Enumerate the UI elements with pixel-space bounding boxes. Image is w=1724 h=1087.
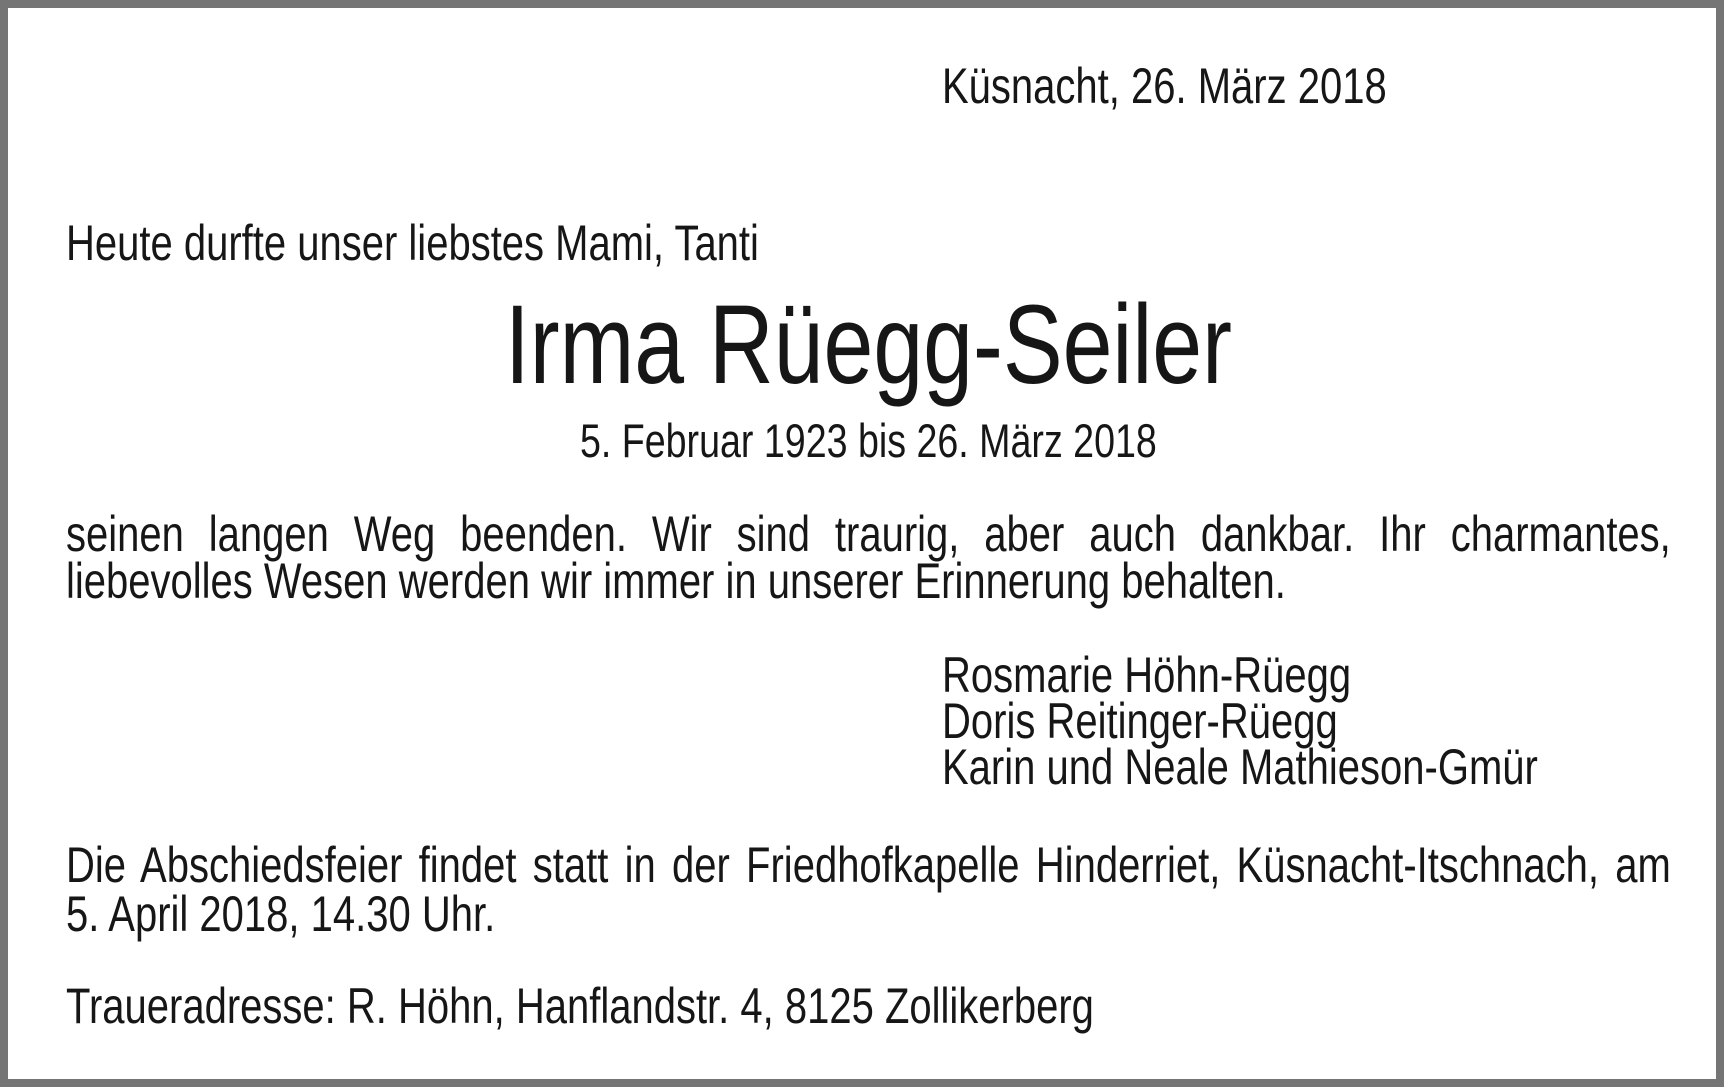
body-paragraph-line-1: seinen langen Weg beenden. Wir sind traurig, aber auch dankbar. Ihr charmantes,	[66, 506, 1671, 562]
body-paragraph	[66, 506, 1671, 609]
intro-line: Heute durfte unser liebstes Mami, Tanti	[66, 215, 759, 271]
mourner-name: Karin und Neale Mathieson-Gmür	[942, 739, 1538, 795]
deceased-name: Irma Rüegg-Seiler	[504, 282, 1232, 407]
dateline: Küsnacht, 26. März 2018	[942, 58, 1387, 114]
life-dates: 5. Februar 1923 bis 26. März 2018	[579, 414, 1157, 467]
farewell-paragraph	[66, 837, 1671, 942]
farewell-paragraph-line-1: Die Abschiedsfeier findet statt in der Friedhofkapelle Hinderriet, Küsnacht-Itschnach, am	[66, 837, 1671, 893]
mourner-name: Doris Reitinger-Rüegg	[942, 693, 1338, 749]
mourner-name: Rosmarie Höhn-Rüegg	[942, 647, 1352, 703]
mourning-address: Traueradresse: R. Höhn, Hanflandstr. 4, 8125 Zollikerberg	[66, 978, 1094, 1034]
body-paragraph-line-2: liebevolles Wesen werden wir immer in unserer Erinnerung behalten.	[66, 553, 1286, 609]
farewell-paragraph-line-2: 5. April 2018, 14.30 Uhr.	[66, 886, 496, 942]
mourners-list	[942, 647, 1538, 795]
